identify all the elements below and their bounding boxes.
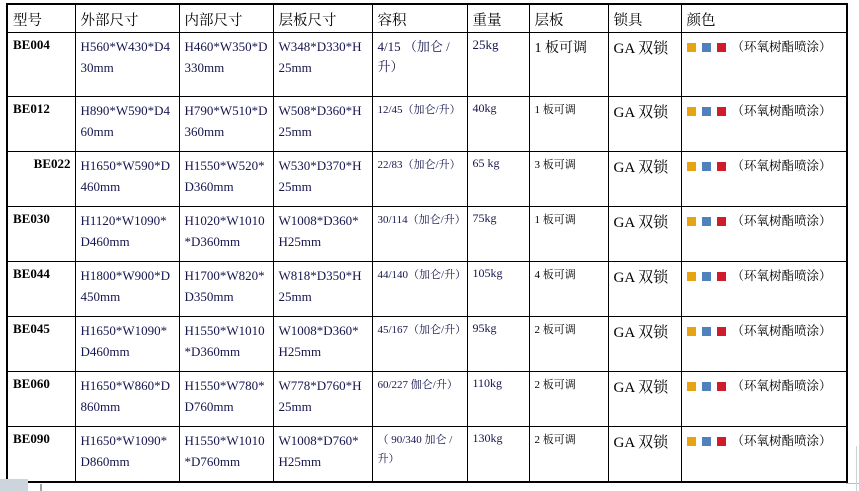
cell-model: BE022 — [7, 152, 75, 207]
color-swatch-icon — [687, 382, 696, 391]
color-coating-note: （环氧树酯喷涂） — [731, 379, 832, 393]
cell-lock: GA 双锁 — [608, 372, 681, 427]
color-swatch-icon — [702, 217, 711, 226]
color-coating-note: （环氧树酯喷涂） — [731, 324, 832, 338]
cell-weight: 105kg — [467, 262, 529, 317]
cell-color — [681, 152, 847, 207]
table-row — [7, 372, 847, 427]
cell-color — [681, 262, 847, 317]
cell-capacity: 4/15 （加仑 / 升） — [372, 33, 467, 97]
color-swatch-icon — [702, 382, 711, 391]
cell-outer-size: H1650*W590*D460mm — [75, 152, 179, 207]
cell-color — [681, 427, 847, 482]
cell-shelves: 1 板可调 — [529, 97, 608, 152]
color-coating-note: （环氧树酯喷涂） — [731, 269, 832, 283]
page-edge-line-right — [856, 446, 857, 491]
color-coating-note: （环氧树酯喷涂） — [731, 40, 832, 54]
cell-shelf-size: W530*D370*H25mm — [273, 152, 372, 207]
cell-model: BE045 — [7, 317, 75, 372]
cell-capacity: 60/227 伽仑/升） — [372, 372, 467, 427]
cell-capacity: 12/45（加仑/升） — [372, 97, 467, 152]
cell-inner-size: H1550*W780*D760mm — [179, 372, 273, 427]
product-spec-table — [6, 3, 848, 483]
cell-shelf-size: W778*D760*H25mm — [273, 372, 372, 427]
cell-shelves: 4 板可调 — [529, 262, 608, 317]
color-swatch-icon — [702, 43, 711, 52]
cell-inner-size: H1550*W520*D360mm — [179, 152, 273, 207]
cell-shelf-size: W508*D360*H25mm — [273, 97, 372, 152]
cell-inner-size: H460*W350*D330mm — [179, 33, 273, 97]
cell-shelf-size: W348*D330*H25mm — [273, 33, 372, 97]
table-row — [7, 427, 847, 482]
color-swatch-icon — [687, 107, 696, 116]
color-coating-note: （环氧树酯喷涂） — [731, 104, 832, 118]
cell-outer-size: H1800*W900*D450mm — [75, 262, 179, 317]
cell-color — [681, 317, 847, 372]
cell-shelf-size: W818*D350*H25mm — [273, 262, 372, 317]
cell-model: BE030 — [7, 207, 75, 262]
cell-capacity: 45/167（加仑/升） — [372, 317, 467, 372]
color-swatch-icon — [702, 272, 711, 281]
header-row — [7, 4, 847, 33]
col-header-shelves: 层板 — [529, 4, 608, 33]
cell-color — [681, 97, 847, 152]
color-swatch-icon — [717, 382, 726, 391]
cell-shelves: 2 板可调 — [529, 372, 608, 427]
cell-model: BE004 — [7, 33, 75, 97]
cell-shelf-size: W1008*D360*H25mm — [273, 317, 372, 372]
cell-weight: 95kg — [467, 317, 529, 372]
color-swatch-icon — [717, 217, 726, 226]
table-row — [7, 33, 847, 97]
cell-model: BE060 — [7, 372, 75, 427]
cell-outer-size: H1120*W1090*D460mm — [75, 207, 179, 262]
cell-capacity: （ 90/340 加仑 / 升） — [372, 427, 467, 482]
color-swatch-icon — [717, 107, 726, 116]
cell-weight: 40kg — [467, 97, 529, 152]
color-swatch-icon — [687, 437, 696, 446]
cell-capacity: 44/140（加仑/升） — [372, 262, 467, 317]
page-edge-tick — [40, 484, 42, 491]
cell-weight: 25kg — [467, 33, 529, 97]
page-edge-line-bottom — [846, 483, 859, 484]
color-swatch-icon — [702, 162, 711, 171]
cell-lock: GA 双锁 — [608, 427, 681, 482]
color-swatch-icon — [717, 437, 726, 446]
table-row — [7, 207, 847, 262]
cell-outer-size: H1650*W1090*D460mm — [75, 317, 179, 372]
color-swatch-icon — [717, 43, 726, 52]
cell-color — [681, 372, 847, 427]
cell-lock: GA 双锁 — [608, 262, 681, 317]
col-header-inner-size: 内部尺寸 — [179, 4, 273, 33]
color-swatch-icon — [717, 272, 726, 281]
color-swatch-icon — [702, 107, 711, 116]
cell-lock: GA 双锁 — [608, 152, 681, 207]
cell-shelf-size: W1008*D760*H25mm — [273, 427, 372, 482]
col-header-color: 颜色 — [681, 4, 847, 33]
color-swatch-icon — [702, 437, 711, 446]
cell-model: BE012 — [7, 97, 75, 152]
cell-inner-size: H1700*W820*D350mm — [179, 262, 273, 317]
cell-color — [681, 207, 847, 262]
color-swatch-icon — [687, 272, 696, 281]
cell-inner-size: H1020*W1010*D360mm — [179, 207, 273, 262]
color-coating-note: （环氧树酯喷涂） — [731, 434, 832, 448]
cell-outer-size: H1650*W860*D860mm — [75, 372, 179, 427]
cell-inner-size: H790*W510*D360mm — [179, 97, 273, 152]
cell-weight: 65 kg — [467, 152, 529, 207]
cell-lock: GA 双锁 — [608, 33, 681, 97]
cell-inner-size: H1550*W1010*D760mm — [179, 427, 273, 482]
color-swatch-icon — [687, 43, 696, 52]
cell-capacity: 30/114（加仑/升） — [372, 207, 467, 262]
col-header-model: 型号 — [7, 4, 75, 33]
cell-shelves: 2 板可调 — [529, 317, 608, 372]
color-swatch-icon — [717, 162, 726, 171]
col-header-outer-size: 外部尺寸 — [75, 4, 179, 33]
table-row — [7, 262, 847, 317]
cell-inner-size: H1550*W1010*D360mm — [179, 317, 273, 372]
cell-model: BE044 — [7, 262, 75, 317]
color-swatch-icon — [687, 327, 696, 336]
table-row — [7, 317, 847, 372]
page-edge-strip — [0, 479, 28, 491]
cell-lock: GA 双锁 — [608, 207, 681, 262]
cell-shelves: 2 板可调 — [529, 427, 608, 482]
cell-shelf-size: W1008*D360*H25mm — [273, 207, 372, 262]
cell-shelves: 3 板可调 — [529, 152, 608, 207]
table-row — [7, 97, 847, 152]
cell-outer-size: H560*W430*D430mm — [75, 33, 179, 97]
color-swatch-icon — [687, 162, 696, 171]
cell-shelves: 1 板可调 — [529, 33, 608, 97]
cell-weight: 75kg — [467, 207, 529, 262]
col-header-weight: 重量 — [467, 4, 529, 33]
col-header-lock: 锁具 — [608, 4, 681, 33]
cell-weight: 130kg — [467, 427, 529, 482]
cell-lock: GA 双锁 — [608, 97, 681, 152]
color-coating-note: （环氧树酯喷涂） — [731, 214, 832, 228]
col-header-shelf-size: 层板尺寸 — [273, 4, 372, 33]
cell-outer-size: H1650*W1090*D860mm — [75, 427, 179, 482]
color-swatch-icon — [702, 327, 711, 336]
color-swatch-icon — [687, 217, 696, 226]
cell-weight: 110kg — [467, 372, 529, 427]
color-swatch-icon — [717, 327, 726, 336]
cell-lock: GA 双锁 — [608, 317, 681, 372]
cell-shelves: 1 板可调 — [529, 207, 608, 262]
cell-model: BE090 — [7, 427, 75, 482]
color-coating-note: （环氧树酯喷涂） — [731, 159, 832, 173]
table-row — [7, 152, 847, 207]
cell-outer-size: H890*W590*D460mm — [75, 97, 179, 152]
col-header-capacity: 容积 — [372, 4, 467, 33]
cell-capacity: 22/83（加仑/升） — [372, 152, 467, 207]
cell-color — [681, 33, 847, 97]
